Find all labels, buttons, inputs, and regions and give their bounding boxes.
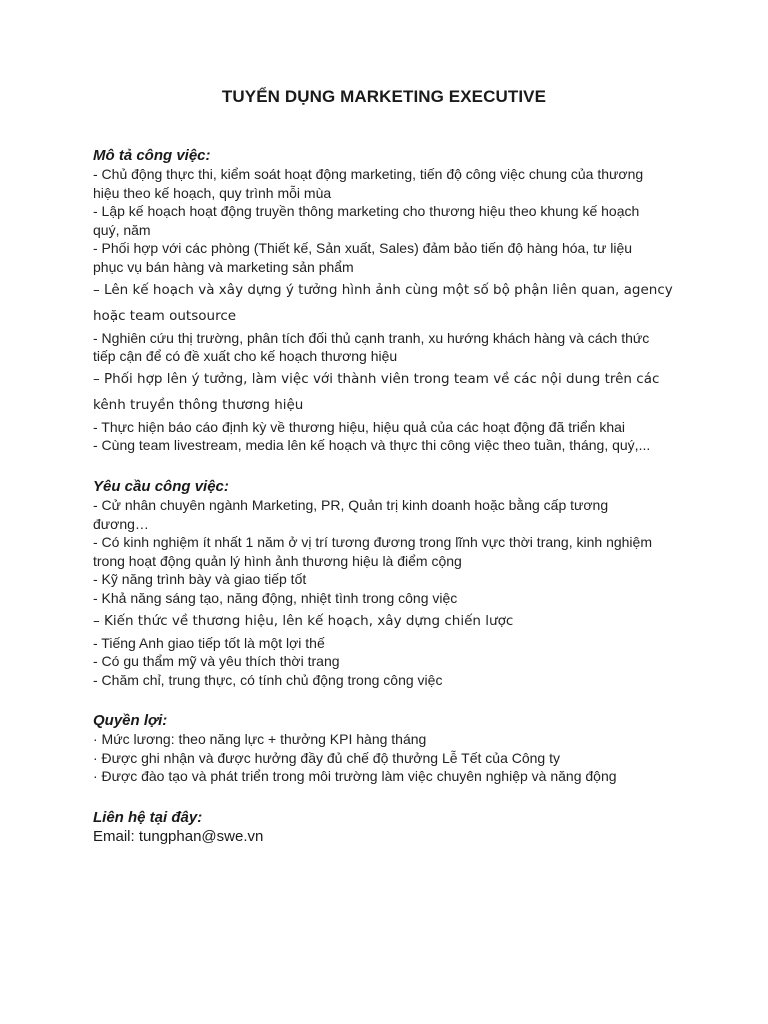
contact-heading: Liên hệ tại đây:: [93, 809, 203, 827]
job-description-line: phục vụ bán hàng và marketing sản phẩm: [93, 258, 354, 275]
requirements-line: - Tiếng Anh giao tiếp tốt là một lợi thế: [93, 634, 325, 651]
requirements-line: – Kiến thức về thương hiệu, lên kế hoạch, xây dựng chiến lược: [93, 612, 514, 629]
email-address[interactable]: tungphan@swe.vn: [138, 828, 264, 846]
requirements-line: - Có kinh nghiệm ít nhất 1 năm ở vị trí tương đương trong lĩnh vực thời trang, kinh nghiệm: [93, 534, 652, 551]
benefits-line: · Được ghi nhận và được hưởng đầy đủ chế độ thưởng Lễ Tết của Công ty: [93, 749, 560, 766]
document-body: [93, 146, 693, 869]
email-label: Email:: [93, 828, 135, 846]
job-description-heading: Mô tả công việc:: [93, 147, 211, 164]
job-description-line: – Phối hợp lên ý tưởng, làm việc với thành viên trong team về các nội dung trên các: [93, 370, 660, 387]
job-description-line: - Thực hiện báo cáo định kỳ về thương hiệu, hiệu quả của các hoạt động đã triển khai: [93, 418, 626, 435]
job-description-line: – Lên kế hoạch và xây dựng ý tưởng hình ảnh cùng một số bộ phận liên quan, agency: [93, 281, 673, 298]
benefits-line: · Được đào tạo và phát triển trong môi trường làm việc chuyên nghiệp và năng động: [93, 768, 617, 785]
benefits-heading: Quyền lợi:: [93, 712, 168, 730]
requirements-line: - Khả năng sáng tạo, năng động, nhiệt tình trong công việc: [93, 589, 458, 606]
page-title: TUYỂN DỤNG MARKETING EXECUTIVE: [221, 87, 547, 106]
job-description-line: hiệu theo kế hoạch, quy trình mỗi mùa: [93, 184, 332, 201]
benefits-section: [93, 711, 693, 786]
benefits-line: · Mức lương: theo năng lực + thưởng KPI hàng tháng: [93, 731, 427, 748]
requirements-line: - Có gu thẩm mỹ và yêu thích thời trang: [93, 653, 340, 670]
contact-email-line: [93, 827, 693, 847]
job-description-line: - Nghiên cứu thị trường, phân tích đối thủ cạnh tranh, xu hướng khách hàng và cách thức: [93, 329, 650, 346]
requirements-line: đương…: [93, 515, 149, 532]
job-description-section: [93, 146, 693, 455]
job-description-line: - Cùng team livestream, media lên kế hoạch và thực thi công việc theo tuần, tháng, quý,...: [93, 437, 651, 454]
job-description-line: - Lập kế hoạch hoạt động truyền thông marketing cho thương hiệu theo khung kế hoạch: [93, 203, 640, 220]
requirements-line: - Kỹ năng trình bày và giao tiếp tốt: [93, 571, 307, 588]
job-description-line: - Phối hợp với các phòng (Thiết kế, Sản xuất, Sales) đảm bảo tiến độ hàng hóa, tư liệu: [93, 240, 633, 257]
job-description-line: tiếp cận để có đề xuất cho kế hoạch thương hiệu: [93, 348, 398, 365]
job-description-line: - Chủ động thực thi, kiểm soát hoạt động marketing, tiến độ công việc chung của thương: [93, 166, 644, 182]
requirements-heading: Yêu cầu công việc:: [93, 477, 229, 495]
contact-section: [93, 808, 693, 847]
requirements-line: trong hoạt động quản lý hình ảnh thương hiệu là điểm cộng: [93, 552, 462, 569]
job-description-line: quý, năm: [93, 221, 151, 238]
job-description-line: kênh truyền thông thương hiệu: [93, 396, 304, 413]
requirements-line: - Cử nhân chuyên ngành Marketing, PR, Quản trị kinh doanh hoặc bằng cấp tương: [93, 496, 609, 513]
requirements-line: - Chăm chỉ, trung thực, có tính chủ động trong công việc: [93, 671, 443, 688]
requirements-section: [93, 477, 693, 689]
job-description-line: hoặc team outsource: [93, 307, 237, 324]
